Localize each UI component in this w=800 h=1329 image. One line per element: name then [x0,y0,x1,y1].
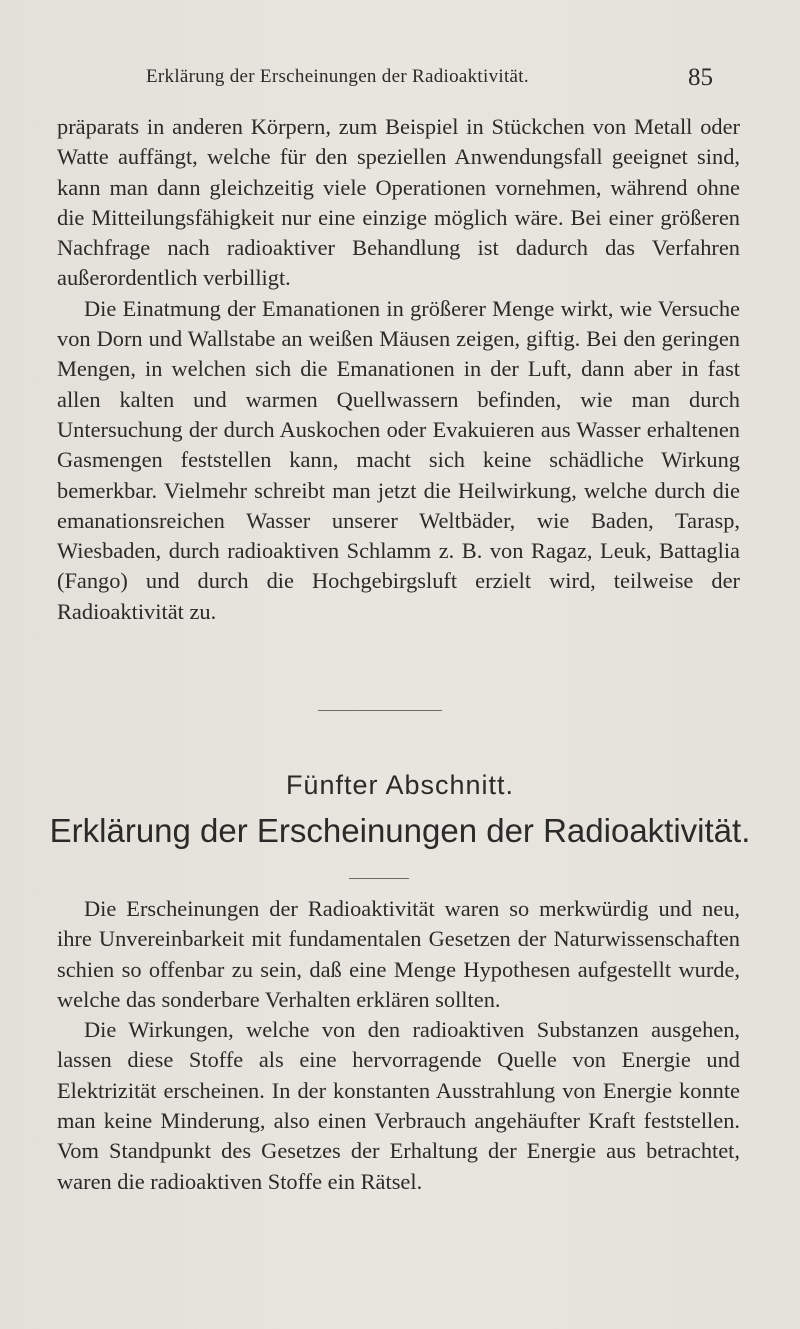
paragraph-phenomena: Die Erscheinungen der Radioaktivität waren so merkwürdig und neu, ihre Unvereinbarkeit mit fundamentalen Gesetzen der Naturwissenschaften schien so offenbar zu sein, daß eine Menge Hypothesen aufgestellt wurde, welche das sonderbare Verhalten erklären sollten. [57,896,740,1012]
paragraph-continued: präparats in anderen Körpern, zum Beispiel in Stückchen von Metall oder Watte auffängt, welche für den speziellen Anwendungsfall geeignet sind, kann man dann gleichzeitig viele Operationen vornehmen, während ohne die Mitteilungsfähigkeit nur eine einzige möglich wäre. Bei einer größeren Nachfrage nach radioaktiver Behandlung ist dadurch das Verfahren außerordentlich verbilligt. [57,114,740,291]
section-one-text [57,112,740,627]
section-divider-top [318,710,442,711]
running-head [60,64,760,98]
page-number: 85 [688,64,713,91]
chapter-title: Erklärung der Erscheinungen der Radioaktivität. [49,812,751,849]
section-two-text [57,894,740,1197]
paragraph-emanation-effects: Die Einatmung der Emanationen in größerer Menge wirkt, wie Versuche von Dorn und Wallstabe an weißen Mäusen zeigen, giftig. Bei den geringen Mengen, in welchen sich die Emanationen in der Luft, dann aber in fast allen kalten und warmen Quellwassern befinden, wie man durch Untersuchung der durch Auskochen oder Evakuieren aus Wasser erhaltenen Gasmengen feststellen kann, macht sich keine schädliche Wirkung bemerkbar. Vielmehr schreibt man jetzt die Heilwirkung, welche durch die emanationsreichen Wasser unserer Weltbäder, wie Baden, Tarasp, Wiesbaden, durch radioaktiven Schlamm z. B. von Ragaz, Leuk, Battaglia (Fango) und durch die Hochgebirgsluft erzielt wird, teilweise der Radioaktivität zu. [57,295,740,624]
paragraph-energy: Die Wirkungen, welche von den radioaktiven Substanzen ausgehen, lassen diese Stoffe als eine hervorragende Quelle von Energie und Elektrizität erscheinen. In der konstanten Ausstrahlung von Energie konnte man keine Minderung, also einen Verbrauch angehäufter Kraft feststellen. Vom Standpunkt des Gesetzes der Erhaltung der Energie aus betrachtet, waren die radioaktiven Stoffe ein Rätsel. [57,1017,740,1194]
running-title: Erklärung der Erscheinungen der Radioaktivität. [146,66,529,87]
section-divider-bottom [349,878,409,879]
section-label: Fünfter Abschnitt. [285,770,515,800]
